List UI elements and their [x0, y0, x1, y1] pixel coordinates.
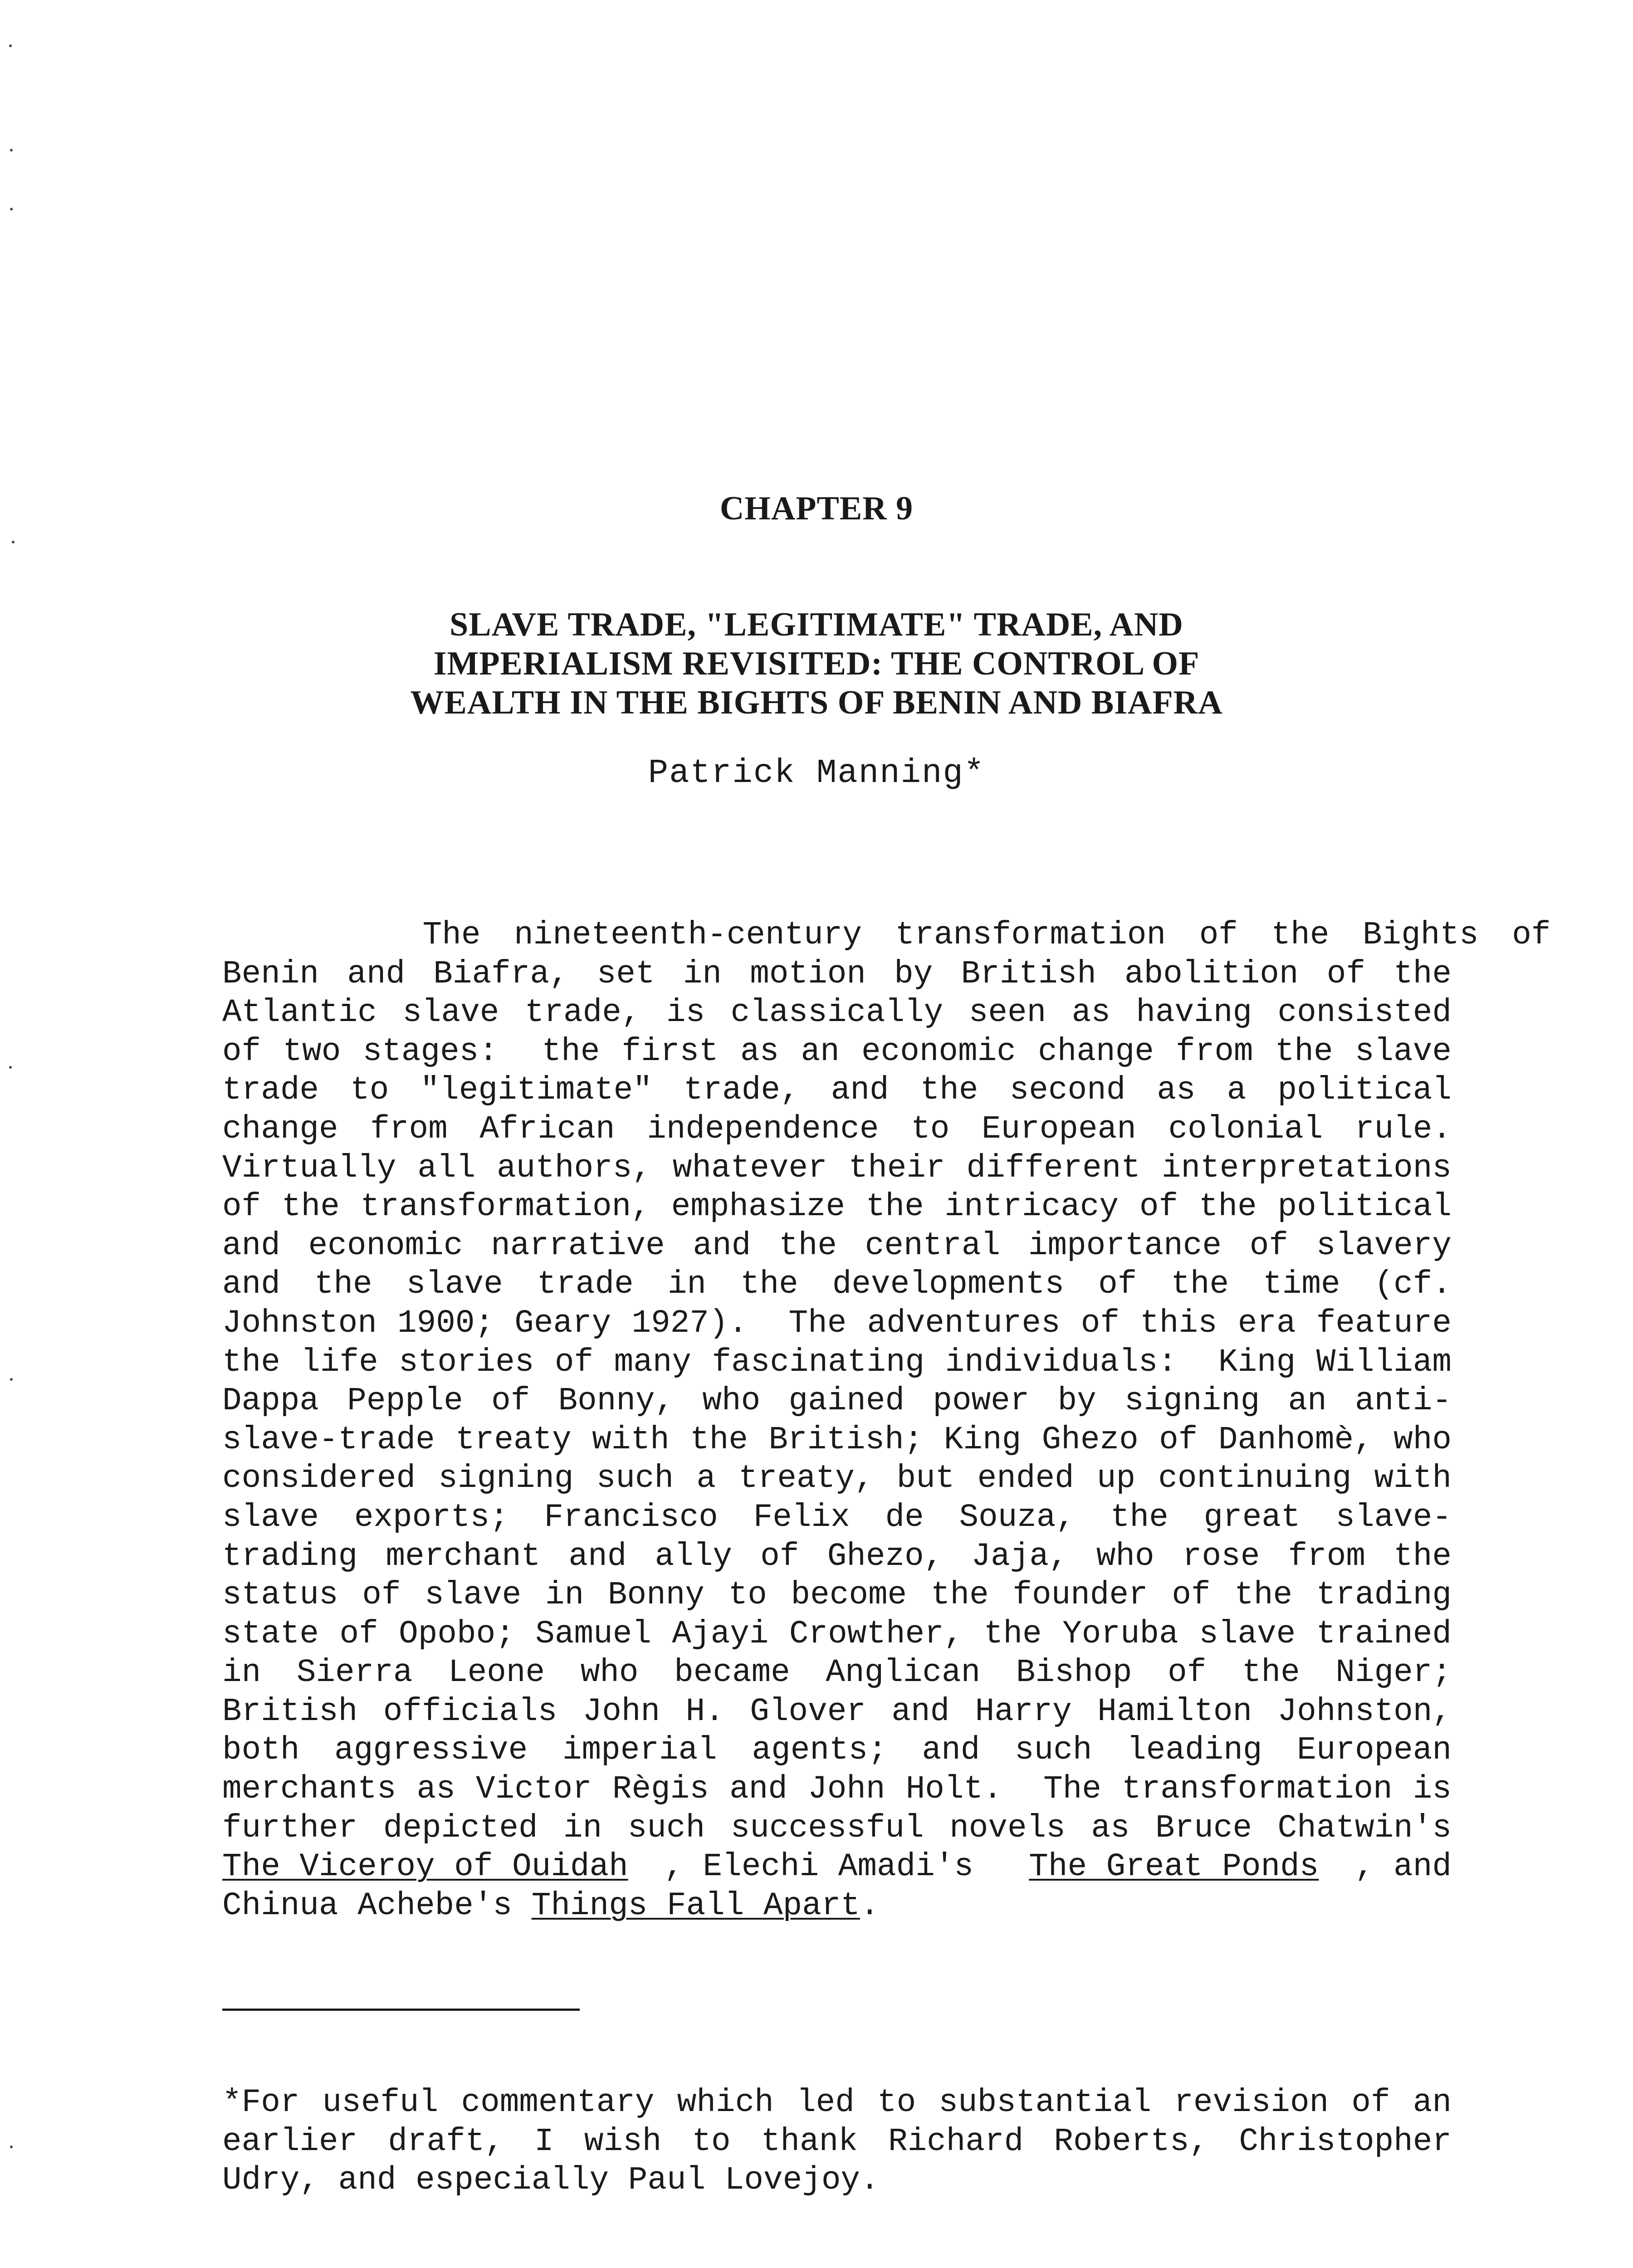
footnote-line: earlier draft, I wish to thank Richard Roberts, Christopher — [222, 2123, 1452, 2160]
body-text-fragment: Chinua Achebe's — [222, 1887, 532, 1924]
footnote — [222, 2084, 1452, 2200]
chapter-heading: CHAPTER 9 — [719, 490, 914, 527]
body-line: of two stages: the first as an economic change from the slave — [222, 1033, 1452, 1070]
body-line: and economic narrative and the central importance of slavery — [222, 1227, 1452, 1264]
book-title-viceroy-of-ouidah: The Viceroy of Ouidah — [222, 1849, 628, 1886]
scan-speck — [12, 541, 15, 543]
body-line: state of Opobo; Samuel Ajayi Crowther, the Yoruba slave trained — [222, 1616, 1452, 1652]
author-name: Patrick Manning* — [648, 754, 985, 792]
scan-speck — [10, 2146, 13, 2148]
body-line: in Sierra Leone who became Anglican Bishop of the Niger; — [222, 1655, 1452, 1691]
body-line: trading merchant and ally of Ghezo, Jaja, who rose from the — [222, 1538, 1452, 1575]
body-line: of the transformation, emphasize the intricacy of the political — [222, 1189, 1452, 1226]
scan-speck — [9, 1066, 12, 1069]
body-line: slave-trade treaty with the British; King Ghezo of Danhomè, who — [222, 1422, 1452, 1458]
body-line: Dappa Pepple of Bonny, who gained power by signing an anti- — [222, 1383, 1452, 1420]
body-line: status of slave in Bonny to become the founder of the trading — [222, 1577, 1452, 1614]
book-title-the-great-ponds: The Great Ponds — [1029, 1849, 1319, 1886]
body-line: Benin and Biafra, set in motion by British abolition of the — [222, 956, 1452, 992]
body-line — [222, 1887, 1452, 1926]
body-line: the life stories of many fascinating individuals: King William — [222, 1344, 1452, 1381]
body-line: considered signing such a treaty, but ended up continuing with — [222, 1461, 1452, 1497]
body-text-fragment: . — [860, 1887, 880, 1924]
scan-speck — [10, 149, 13, 152]
scan-speck — [9, 44, 12, 47]
book-title-things-fall-apart: Things Fall Apart — [531, 1887, 861, 1924]
body-line: slave exports; Francisco Felix de Souza, the great slave- — [222, 1499, 1452, 1536]
body-line: further depicted in such successful novels as Bruce Chatwin's — [222, 1810, 1452, 1847]
body-line: change from African independence to European colonial rule. — [222, 1111, 1452, 1148]
title-line: SLAVE TRADE, "LEGITIMATE" TRADE, AND — [450, 606, 1183, 643]
body-line: The nineteenth-century transformation of the Bights of — [222, 917, 1551, 953]
scan-speck — [10, 208, 13, 210]
body-text-fragment: , Elechi Amadi's — [664, 1849, 993, 1886]
chapter-title — [0, 605, 1633, 722]
title-line: WEALTH IN THE BIGHTS OF BENIN AND BIAFRA — [410, 684, 1223, 721]
body-paragraph — [222, 916, 1551, 1926]
body-line: British officials John H. Glover and Harry Hamilton Johnston, — [222, 1693, 1452, 1730]
body-line: both aggressive imperial agents; and such leading European — [222, 1732, 1452, 1769]
footnote-divider — [222, 2009, 580, 2011]
body-line — [222, 1848, 1452, 1887]
footnote-line: Udry, and especially Paul Lovejoy. — [222, 2162, 880, 2199]
body-line: Virtually all authors, whatever their different interpretations — [222, 1150, 1452, 1187]
body-line: and the slave trade in the developments of the time (cf. — [222, 1266, 1452, 1303]
scan-speck — [10, 1378, 13, 1381]
title-line: IMPERIALISM REVISITED: THE CONTROL OF — [433, 645, 1200, 682]
body-text-fragment: , and — [1354, 1849, 1452, 1886]
body-line: merchants as Victor Règis and John Holt. The transformation is — [222, 1771, 1452, 1808]
body-line: trade to "legitimate" trade, and the second as a political — [222, 1072, 1452, 1109]
body-line: Johnston 1900; Geary 1927). The adventures of this era feature — [222, 1305, 1452, 1342]
body-line: Atlantic slave trade, is classically seen as having consisted — [222, 995, 1452, 1031]
footnote-line: *For useful commentary which led to substantial revision of an — [222, 2085, 1452, 2121]
